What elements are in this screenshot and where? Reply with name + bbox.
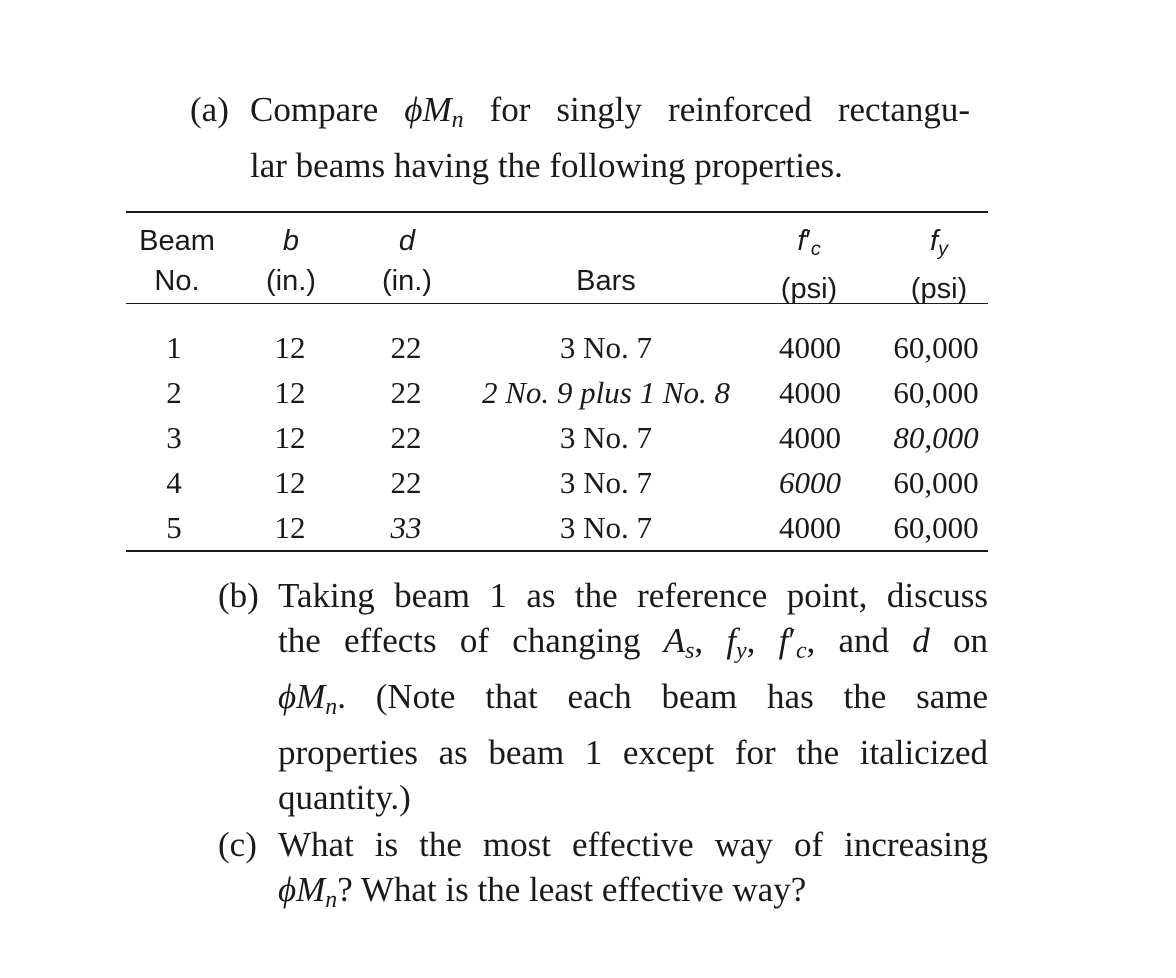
row-4-fy: 60,000	[893, 465, 979, 500]
header-fy-unit: (psi)	[910, 272, 968, 305]
subscript-c: c	[795, 637, 807, 664]
part-a-line-1	[250, 87, 970, 143]
fc-subscript: c	[810, 237, 821, 260]
row-4-fc: 6000	[779, 465, 841, 500]
table-bottom-rule	[126, 550, 988, 552]
comma: ,	[694, 621, 727, 660]
part-a-text: Compare	[250, 90, 405, 129]
fy-symbol: f	[726, 621, 737, 660]
part-c-label: (c)	[218, 825, 257, 864]
part-c-line-2	[278, 867, 988, 923]
row-5-d: 33	[390, 510, 422, 545]
part-b-text: . (Note that each beam has the same	[337, 676, 988, 716]
row-3-fc: 4000	[779, 420, 841, 455]
header-d-unit: (in.)	[382, 265, 432, 297]
fy-subscript: y	[938, 237, 948, 260]
row-5-b: 12	[274, 510, 306, 545]
part-b-label: (b)	[218, 576, 259, 615]
table-top-rule	[126, 211, 988, 213]
row-4-no: 4	[166, 465, 182, 500]
part-c-question	[218, 822, 988, 923]
moment-symbol: M	[422, 90, 452, 129]
subscript-n: n	[451, 106, 464, 133]
header-beam-top: Beam	[139, 225, 215, 257]
row-4-d: 22	[390, 465, 422, 500]
header-d	[352, 221, 462, 301]
header-b	[236, 221, 346, 301]
part-a-label: (a)	[190, 90, 229, 129]
subscript-n: n	[325, 693, 338, 720]
depth-symbol: d	[912, 621, 930, 660]
phi-symbol: ϕ	[278, 870, 297, 909]
header-fc-symbol	[754, 221, 864, 269]
part-b-line-1: Taking beam 1 as the reference point, discuss	[278, 576, 988, 615]
subscript-n: n	[325, 886, 338, 913]
part-b-line-4: properties as beam 1 except for the italicized	[278, 732, 988, 772]
moment-symbol: M	[296, 676, 326, 716]
row-2-d: 22	[390, 375, 422, 410]
row-2-fy: 60,000	[893, 375, 979, 410]
row-4-bars: 3 No. 7	[559, 465, 653, 500]
row-4-b: 12	[274, 465, 306, 500]
part-b-text: , and	[806, 621, 913, 660]
prime-mark: ′	[788, 621, 796, 660]
part-c-line-1: What is the most effective way of increasing	[278, 825, 988, 864]
row-5-fc: 4000	[779, 510, 841, 545]
header-fy	[884, 221, 994, 309]
header-fc-unit: (psi)	[780, 272, 838, 305]
part-b-line-2	[278, 618, 988, 674]
row-3-b: 12	[274, 420, 306, 455]
row-3-d: 22	[390, 420, 422, 455]
header-beam-bottom: No.	[154, 265, 200, 297]
part-b-text: the effects of changing	[278, 621, 664, 660]
row-3-no: 3	[166, 420, 182, 455]
part-a-line-2: lar beams having the following properties.	[250, 145, 843, 185]
header-d-symbol: d	[398, 225, 416, 257]
fc-f: f	[797, 225, 806, 257]
subscript-s: s	[685, 637, 695, 664]
row-5-bars: 3 No. 7	[559, 510, 653, 545]
row-1-fc: 4000	[779, 330, 841, 365]
header-fy-symbol	[884, 221, 994, 269]
header-bars	[506, 261, 706, 301]
row-3-bars: 3 No. 7	[559, 420, 653, 455]
header-fc	[754, 221, 864, 309]
area-symbol: A	[663, 621, 686, 660]
part-c-text: ? What is the least effective way?	[337, 870, 807, 909]
row-2-b: 12	[274, 375, 306, 410]
part-b-text: on	[929, 621, 988, 660]
part-b-question	[218, 573, 988, 820]
header-bars-label: Bars	[576, 265, 636, 297]
header-b-symbol: b	[282, 225, 300, 257]
moment-symbol: M	[296, 870, 326, 909]
row-5-no: 5	[166, 510, 182, 545]
part-b-line-3	[278, 674, 988, 730]
phi-symbol: ϕ	[404, 90, 423, 129]
comma: ,	[746, 621, 779, 660]
row-1-b: 12	[274, 330, 306, 365]
part-a-question	[190, 87, 970, 188]
row-1-fy: 60,000	[893, 330, 979, 365]
fc-prime: ′	[805, 225, 811, 257]
fc-symbol: f	[778, 621, 789, 660]
part-a-text: for singly reinforced rectangu-	[463, 90, 971, 129]
row-2-no: 2	[166, 375, 182, 410]
row-3-fy: 80,000	[893, 420, 979, 455]
phi-symbol: ϕ	[278, 676, 297, 716]
row-5-fy: 60,000	[893, 510, 979, 545]
row-2-bars: 2 No. 9 plus 1 No. 8	[481, 375, 731, 410]
subscript-y: y	[736, 637, 747, 664]
header-beam-no	[122, 221, 232, 301]
header-b-unit: (in.)	[266, 265, 316, 297]
row-1-no: 1	[166, 330, 182, 365]
row-1-d: 22	[390, 330, 422, 365]
fy-f: f	[930, 225, 939, 257]
row-1-bars: 3 No. 7	[559, 330, 653, 365]
row-2-fc: 4000	[779, 375, 841, 410]
part-b-line-5: quantity.)	[278, 777, 411, 817]
